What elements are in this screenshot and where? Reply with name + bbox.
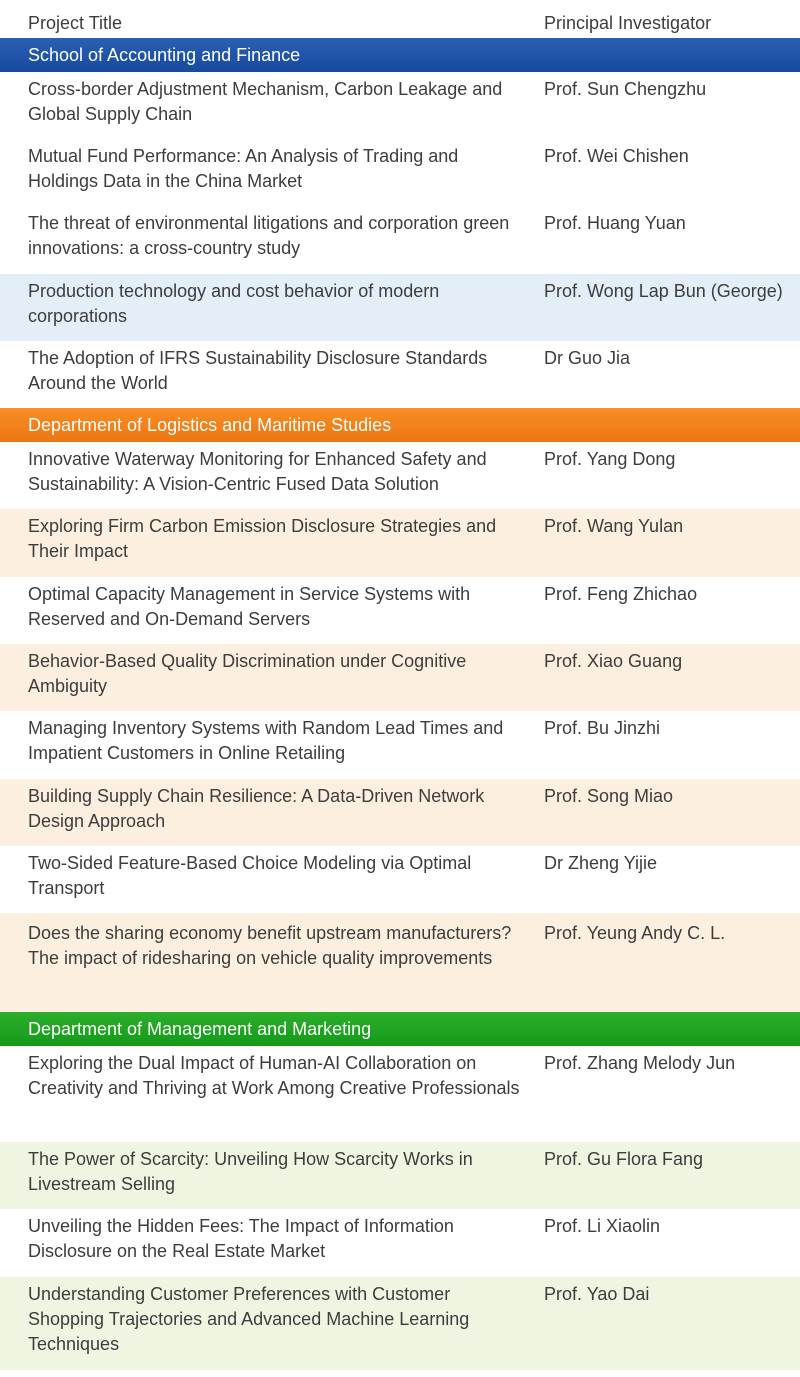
project-title: Managing Inventory Systems with Random Lead Times and Impatient Customers in Online Retailing (28, 718, 504, 763)
table-row (0, 206, 800, 274)
principal-investigator: Prof. Xiao Guang (544, 651, 683, 671)
project-title: Understanding Customer Preferences with Customer Shopping Trajectories and Advanced Machine Learning Techniques (28, 1284, 470, 1354)
section-header-accounting-finance: School of Accounting and Finance (0, 38, 800, 72)
table-row (0, 341, 800, 408)
table-row (0, 1046, 800, 1142)
project-title-header: Project Title (28, 13, 123, 33)
table-row (0, 442, 800, 509)
table-row (0, 913, 800, 1012)
principal-investigator: Prof. Yao Dai (544, 1284, 650, 1304)
principal-investigator: Prof. Sun Chengzhu (544, 79, 707, 99)
principal-investigator: Dr Zheng Yijie (544, 853, 658, 873)
table-row (0, 72, 800, 139)
project-title: Optimal Capacity Management in Service Systems with Reserved and On-Demand Servers (28, 584, 471, 629)
project-title: The threat of environmental litigations and corporation green innovations: a cross-country study (28, 213, 510, 258)
project-title: Behavior-Based Quality Discrimination under Cognitive Ambiguity (28, 651, 467, 696)
project-title: The Power of Scarcity: Unveiling How Scarcity Works in Livestream Selling (28, 1149, 473, 1194)
principal-investigator: Dr Guo Jia (544, 348, 631, 368)
table-row (0, 846, 800, 913)
table-row (0, 711, 800, 779)
project-title: Exploring the Dual Impact of Human-AI Collaboration on Creativity and Thriving at Work Among Creative Professionals (28, 1053, 520, 1098)
table-row (0, 274, 800, 341)
project-title: Mutual Fund Performance: An Analysis of Trading and Holdings Data in the China Market (28, 146, 459, 191)
project-title: Cross-border Adjustment Mechanism, Carbon Leakage and Global Supply Chain (28, 79, 503, 124)
table-row (0, 139, 800, 206)
project-title: Two-Sided Feature-Based Choice Modeling via Optimal Transport (28, 853, 472, 898)
project-title: Unveiling the Hidden Fees: The Impact of Information Disclosure on the Real Estate Market (28, 1216, 454, 1261)
principal-investigator: Prof. Yang Dong (544, 449, 676, 469)
principal-investigator: Prof. Bu Jinzhi (544, 718, 661, 738)
table-row (0, 509, 800, 577)
principal-investigator: Prof. Yeung Andy C. L. (544, 923, 726, 943)
section-header-management-marketing: Department of Management and Marketing (0, 1012, 800, 1046)
principal-investigator: Prof. Huang Yuan (544, 213, 686, 233)
table-row (0, 1277, 800, 1370)
principal-investigator-header: Principal Investigator (544, 13, 712, 33)
principal-investigator: Prof. Li Xiaolin (544, 1216, 661, 1236)
principal-investigator: Prof. Wang Yulan (544, 516, 684, 536)
principal-investigator: Prof. Gu Flora Fang (544, 1149, 704, 1169)
project-title: Building Supply Chain Resilience: A Data-Driven Network Design Approach (28, 786, 485, 831)
project-title: The Adoption of IFRS Sustainability Disclosure Standards Around the World (28, 348, 488, 393)
project-title: Does the sharing economy benefit upstream manufacturers? The impact of ridesharing on vehicle quality improvements (28, 923, 512, 968)
project-title: Exploring Firm Carbon Emission Disclosure Strategies and Their Impact (28, 516, 497, 561)
principal-investigator: Prof. Wei Chishen (544, 146, 689, 166)
project-title: Production technology and cost behavior of modern corporations (28, 281, 440, 326)
principal-investigator: Prof. Wong Lap Bun (George) (544, 281, 783, 301)
table-row (0, 644, 800, 711)
project-title: Innovative Waterway Monitoring for Enhanced Safety and Sustainability: A Vision-Centric Fused Data Solution (28, 449, 487, 494)
table-row (0, 779, 800, 846)
principal-investigator: Prof. Feng Zhichao (544, 584, 698, 604)
section-header-logistics-maritime: Department of Logistics and Maritime Studies (0, 408, 800, 442)
table-row (0, 577, 800, 644)
table-row (0, 1142, 800, 1209)
table-header (0, 0, 800, 38)
table-row (0, 1209, 800, 1277)
principal-investigator: Prof. Song Miao (544, 786, 674, 806)
principal-investigator: Prof. Zhang Melody Jun (544, 1053, 736, 1073)
